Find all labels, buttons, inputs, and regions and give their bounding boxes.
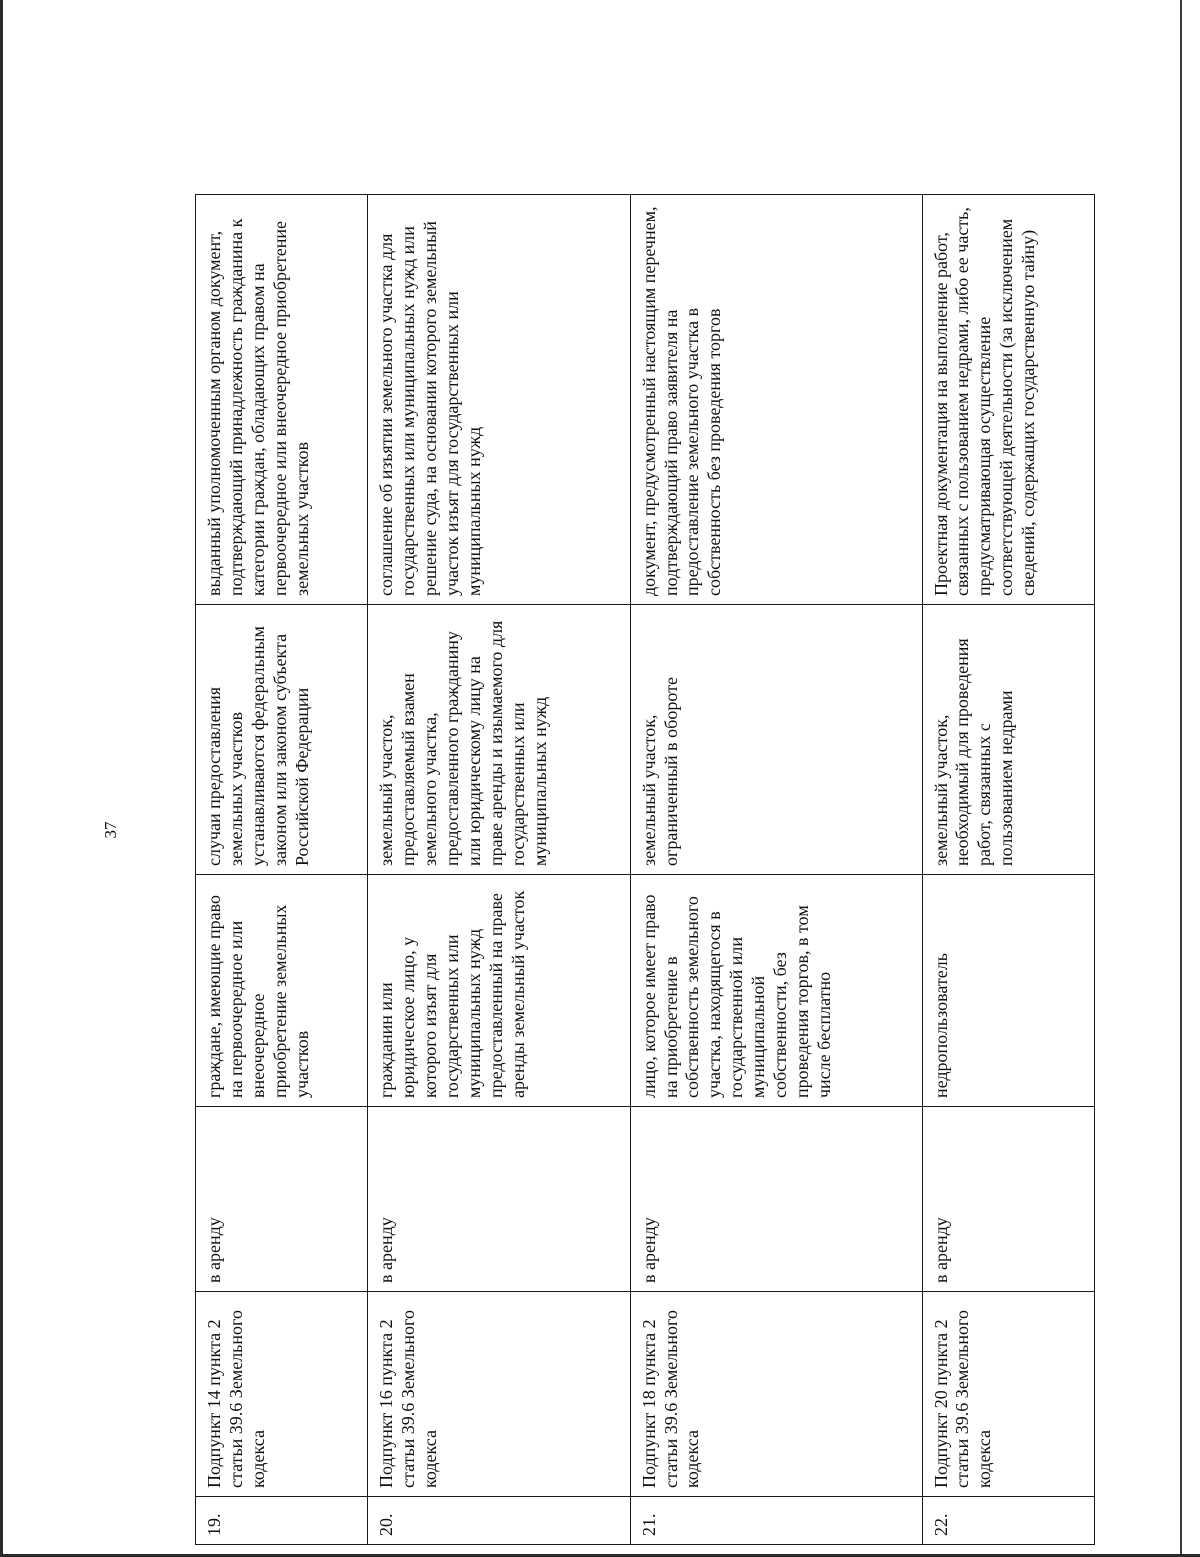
legal-basis: Подпункт 20 пункта 2 статьи 39.6 Земельного кодекса xyxy=(922,1292,1095,1497)
table-row xyxy=(196,195,368,1545)
land-plot: земельный участок, ограниченный в обороте xyxy=(630,605,922,875)
legal-basis: Подпункт 16 пункта 2 статьи 39.6 Земельного кодекса xyxy=(368,1292,630,1497)
provision-type: в аренду xyxy=(368,1107,630,1292)
legal-basis: Подпункт 14 пункта 2 статьи 39.6 Земельного кодекса xyxy=(196,1292,368,1497)
land-plot: земельный участок, необходимый для проведения работ, связанных с пользованием недрами xyxy=(922,605,1095,875)
applicant: гражданин или юридическое лицо, у которого изъят для государственных или муниципальных нужд предоставленный на праве аренды земельный участок xyxy=(368,875,630,1107)
table-row xyxy=(630,195,922,1545)
applicant: граждане, имеющие право на первоочередное или внеочередное приобретение земельных участков xyxy=(196,875,368,1107)
land-plot: земельный участок, предоставляемый взамен земельного участка, предоставленного гражданину или юридическому лицу на праве аренды и изымаемого для государственных или муниципальных нужд xyxy=(368,605,630,875)
provision-type: в аренду xyxy=(196,1107,368,1292)
scan-edge-right xyxy=(1180,0,1182,1557)
row-number: 20. xyxy=(368,1497,630,1545)
row-number: 21. xyxy=(630,1497,922,1545)
required-document: выданный уполномоченным органом документ, подтверждающий принадлежность гражданина к категории граждан, обладающих правом на первоочередное или внеочередное приобретение земельных участков xyxy=(196,195,368,605)
scan-edge-left xyxy=(0,0,3,1557)
rotated-page-content xyxy=(195,195,1095,1545)
table-row xyxy=(368,195,630,1545)
table-row xyxy=(922,195,1095,1545)
land-provision-table xyxy=(195,194,1095,1545)
applicant: лицо, которое имеет право на приобретение в собственность земельного участка, находящегося в государственной или муниципальной собственности, без проведения торгов, в том числе бесплатно xyxy=(630,875,922,1107)
applicant: недропользователь xyxy=(922,875,1095,1107)
required-document: документ, предусмотренный настоящим перечнем, подтверждающий право заявителя на предоставление земельного участка в собственность без проведения торгов xyxy=(630,195,922,605)
required-document: Проектная документация на выполнение работ, связанных с пользованием недрами, либо ее часть, предусматривающая осуществление соответствующей деятельности (за исключением сведений, содержащих государственную тайну) xyxy=(922,195,1095,605)
legal-basis: Подпункт 18 пункта 2 статьи 39.6 Земельного кодекса xyxy=(630,1292,922,1497)
required-document: соглашение об изъятии земельного участка для государственных или муниципальных нужд или решение суда, на основании которого земельный участок изъят для государственных или муниципальных нужд xyxy=(368,195,630,605)
provision-type: в аренду xyxy=(630,1107,922,1292)
land-plot: случаи предоставления земельных участков устанавливаются федеральным законом или законом субъекта Российской Федерации xyxy=(196,605,368,875)
row-number: 22. xyxy=(922,1497,1095,1545)
row-number: 19. xyxy=(196,1497,368,1545)
provision-type: в аренду xyxy=(922,1107,1095,1292)
page-number: 37 xyxy=(101,821,120,839)
